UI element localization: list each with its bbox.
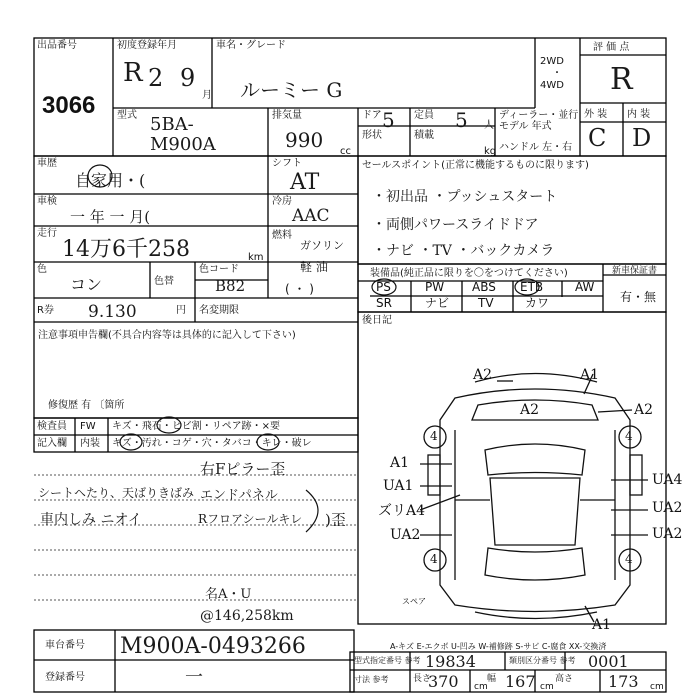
equip-pw: PW	[425, 280, 445, 294]
aircon-value: AAC	[292, 206, 330, 226]
width-unit: cm	[540, 682, 554, 692]
capacity: 5	[455, 108, 468, 132]
equip-kawa: カワ	[525, 296, 550, 310]
sales-point-3: ・ナビ ・TV ・バックカメラ	[372, 243, 555, 259]
warranty-value: 有・無	[620, 290, 657, 304]
remark-odor: 車内しみ ニオイ	[40, 512, 142, 528]
sales-points-header: セールスポイント(正常に機能するものに限ります)	[362, 160, 589, 171]
month-unit: 月	[202, 90, 212, 101]
lot-number: 3066	[42, 92, 96, 119]
damage-a1-rear: A1	[580, 367, 600, 383]
equip-abs: ABS	[472, 280, 496, 294]
equipment-header: 装備品(純正品に限りを〇をつけてください)	[370, 268, 568, 279]
body-label: 形状	[362, 130, 382, 141]
sales-point-1: ・初出品 ・プッシュスタート	[372, 189, 558, 205]
recycle-fee: 9.130	[88, 302, 137, 322]
damage-ua1-left: UA1	[383, 478, 414, 494]
fw-damage-codes: キズ・飛石・ヒビ割・リペア跡・×要	[112, 421, 280, 432]
remark-previous-mileage-label: 名A・U	[205, 587, 252, 602]
model-code: M900A	[150, 134, 216, 155]
fuel-diesel: 軽 油	[300, 260, 328, 274]
inspection-label: 車検	[37, 196, 57, 207]
name-change-label: 名変期限	[199, 305, 239, 316]
inspection-value: 一 年 一 月(	[70, 208, 151, 226]
equip-aw: AW	[575, 280, 595, 294]
grade-label: 評 価 点	[593, 42, 630, 53]
equip-tv: TV	[478, 296, 494, 310]
person-unit: 人	[484, 120, 494, 131]
equip-ps: PS	[376, 280, 391, 294]
drive-4wd: 4WD	[540, 80, 564, 91]
capacity-label: 定員	[414, 110, 434, 121]
color-code: B82	[215, 277, 246, 295]
height-unit: cm	[650, 682, 664, 692]
damage-a4-left: ズリA4	[378, 503, 426, 519]
rear-seat-label: 後日記	[362, 315, 392, 326]
fw-label: FW	[80, 421, 96, 432]
first-registration-month: 9	[180, 64, 196, 92]
warranty-label: 新車保証書	[612, 266, 658, 276]
tire-fr: 4	[625, 552, 633, 566]
damage-a2-rear: A2	[473, 367, 493, 383]
chassis-label: 車台番号	[45, 640, 85, 651]
registration-value: 一	[185, 667, 203, 688]
width-label: 幅	[487, 674, 497, 684]
fuel-gasoline: ガソリン	[300, 239, 344, 252]
repair-history: 修復歴 有 〔箇所	[48, 400, 125, 411]
doors: 5	[382, 108, 395, 132]
mileage-label: 走行	[37, 228, 57, 239]
doors-label: ドア	[362, 110, 382, 121]
notes-header: 注意事項申告欄(不具合内容等は具体的に記入して下さい)	[38, 330, 296, 341]
interior-row-label: 内装	[80, 438, 100, 449]
model-grade: ルーミー G	[240, 78, 343, 102]
remark-pillar: 右Fピラー歪	[200, 460, 286, 478]
first-registration-year: 2	[148, 64, 164, 92]
remark-seat: シートヘたり、天ばりきばみ	[38, 486, 195, 500]
damage-a2-roof: A2	[520, 402, 540, 418]
equip-navi: ナビ	[425, 296, 450, 310]
color-code-label: 色コード	[199, 264, 239, 275]
overall-grade: R	[610, 62, 633, 97]
color-change-label: 色替	[154, 276, 174, 287]
kg-unit: kg	[484, 146, 497, 157]
type-designation: 19834	[425, 652, 476, 671]
history-value: 自家用・(	[75, 171, 146, 190]
shift-label: シフト	[272, 158, 302, 169]
interior-grade: D	[632, 124, 652, 152]
length-value: 370	[428, 672, 459, 691]
width-value: 167	[505, 672, 536, 691]
fuel-label: 燃料	[272, 230, 292, 241]
length-label: 長さ	[413, 674, 432, 684]
chassis-number: M900A-0493266	[120, 634, 306, 659]
exterior-grade: C	[588, 124, 607, 152]
displacement: 990	[285, 128, 324, 152]
damage-a1-front: A1	[592, 617, 612, 633]
history-label: 車歴	[37, 158, 57, 169]
dealer-import-label: ディーラー・並行	[499, 110, 579, 121]
color-value: コン	[70, 275, 103, 294]
drive-2wd: 2WD	[540, 56, 564, 67]
yen-unit: 円	[176, 305, 186, 316]
steering-label: ハンドル 左・右	[499, 142, 573, 153]
spare-label: スペア	[402, 597, 426, 606]
color-label: 色	[37, 264, 47, 275]
damage-ua4-right: UA4	[652, 472, 683, 488]
damage-a1-left: A1	[390, 455, 410, 471]
mileage: 14万6千258	[62, 237, 190, 262]
model-grade-label: 車名・グレード	[216, 40, 286, 51]
dimension-label: 寸法 参考	[354, 675, 389, 684]
tire-fl: 4	[430, 552, 438, 566]
displacement-label: 排気量	[272, 110, 302, 121]
model-code-prefix: 5BA-	[150, 114, 194, 135]
equip-sr: SR	[376, 296, 392, 310]
category-value: 0001	[588, 652, 629, 671]
equip-etb: ETB	[520, 280, 544, 294]
entry-label: 記入欄	[37, 438, 67, 449]
damage-ua2-right-1: UA2	[652, 500, 683, 516]
model-year-label: モデル 年式	[499, 121, 552, 132]
category-label: 類別区分番号 参考	[509, 656, 576, 665]
first-registration-era: R	[123, 58, 143, 88]
height-label: 高さ	[555, 674, 574, 684]
type-designation-label: 型式指定番号 参考	[354, 656, 421, 665]
sales-point-2: ・両側パワースライドドア	[372, 217, 539, 233]
damage-legend: A-キズ E-エクボ U-凹み W-補修跡 S-サビ C-腐食 XX-交換済	[390, 642, 607, 651]
tire-rr: 4	[625, 429, 633, 443]
fuel-other: ( ・ )	[285, 282, 314, 296]
inspector-label: 検査員	[37, 421, 67, 432]
exterior-label: 外 装	[584, 109, 608, 120]
model-code-label: 型式	[117, 110, 137, 121]
remark-distortion: )歪	[325, 511, 346, 529]
damage-ua2-left: UA2	[390, 527, 421, 543]
height-value: 173	[608, 672, 639, 691]
registration-label: 登録番号	[45, 672, 85, 683]
remark-previous-mileage: @146,258km	[200, 608, 294, 624]
length-unit: cm	[474, 682, 488, 692]
interior-damage-codes: キズ・汚れ・コゲ・穴・タバコ・キレ・破レ	[112, 438, 312, 449]
damage-a2-right: A2	[634, 402, 654, 418]
first-registration-label: 初度登録年月	[117, 40, 177, 51]
drive-dot: ・	[552, 68, 562, 79]
lot-number-label: 出品番号	[37, 40, 77, 51]
tire-rl: 4	[430, 429, 438, 443]
recycle-label: R券	[37, 305, 54, 316]
remark-floor-seal: Rフロアシールキレ	[198, 512, 303, 526]
cc-unit: cc	[340, 146, 351, 157]
damage-ua2-right-2: UA2	[652, 526, 683, 542]
aircon-label: 冷房	[272, 196, 292, 207]
interior-label: 内 装	[627, 109, 651, 120]
shift-value: AT	[290, 170, 320, 195]
remark-end-panel: エンドパネル	[200, 488, 278, 503]
load-label: 積載	[414, 130, 434, 141]
km-unit: km	[248, 252, 264, 263]
